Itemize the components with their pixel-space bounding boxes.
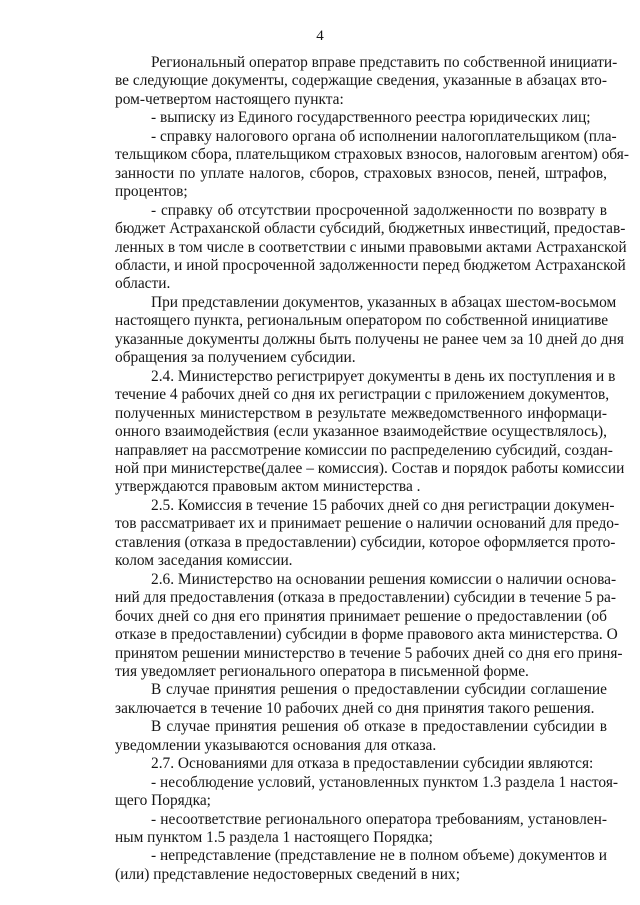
text-line: отказе в предоставлении) субсидии в форме правового акта министерства. О: [115, 626, 618, 644]
text-line: настоящего пункта, региональным оператором по собственной инициативе: [115, 312, 609, 330]
text-line: ром-четвертом настоящего пункта:: [115, 90, 344, 108]
text-line: Региональный оператор вправе представить по собственной инициати-: [151, 54, 618, 71]
text-line: 2.5. Комиссия в течение 15 рабочих дней со дня регистрации докумен-: [151, 496, 615, 514]
text-line: онного взаимодействия (если указанное взаимодействие осуществлялось),: [115, 423, 607, 441]
text-line: бочих дней со дня его принятия принимает решение о предоставлении (об: [115, 607, 607, 625]
text-line: - непредставление (представление не в полном объеме) документов и: [151, 847, 607, 865]
text-line: ставления (отказа в предоставлении) субсидии, которое оформляется прото-: [115, 533, 616, 551]
text-line: В случае принятия решения об отказе в предоставлении субсидии в: [151, 718, 607, 736]
text-line: 2.6. Министерство на основании решения комиссии о наличии основа-: [151, 570, 617, 588]
text-line: - несоответствие регионального оператора требованиям, установлен-: [151, 810, 607, 828]
text-line: области.: [115, 275, 171, 293]
text-line: заключается в течение 10 рабочих дней со дня принятия такого решения.: [115, 699, 595, 717]
text-line: уведомлении указываются основания для отказа.: [115, 736, 437, 754]
text-line: ний для предоставления (отказа в предоставлении) субсидии в течение 5 ра-: [115, 589, 616, 607]
text-line: 2.7. Основаниями для отказа в предоставлении субсидии являются:: [151, 755, 594, 773]
text-line: тов рассматривает их и принимает решение о наличии оснований для предо-: [115, 515, 620, 533]
text-line: течение 4 рабочих дней со дня их регистрации с приложением документов,: [115, 386, 610, 404]
text-line: бюджет Астраханской области субсидий, бюджетных инвестиций, предостав-: [115, 220, 626, 238]
text-line: - справку налогового органа об исполнении налогоплательщиком (пла-: [151, 127, 617, 145]
text-line: тия уведомляет регионального оператора в письменной форме.: [115, 662, 529, 680]
text-line: процентов;: [115, 183, 188, 201]
text-line: обращения за получением субсидии.: [115, 349, 356, 367]
text-line: 2.4. Министерство регистрирует документы в день их поступления и в: [151, 367, 616, 385]
text-line: тельщиком сбора, плательщиком страховых взносов, налоговым агентом) обя-: [115, 146, 629, 164]
text-line: утверждаются правовым актом министерства .: [115, 478, 421, 496]
text-line: области, и иной просроченной задолженности перед бюджетом Астраханской: [115, 256, 626, 274]
text-line: полученных министерством в результате межведомственного информаци-: [115, 404, 607, 422]
text-line: занности по уплате налогов, сборов, страховых взносов, пеней, штрафов,: [115, 164, 607, 182]
text-line: ве следующие документы, содержащие сведения, указанные в абзацах вто-: [115, 72, 607, 90]
text-line: указанные документы должны быть получены не ранее чем за 10 дней до дня: [115, 330, 624, 348]
text-line: направляет на рассмотрение комиссии по распределению субсидий, создан-: [115, 441, 613, 459]
page-number: 4: [316, 28, 324, 44]
text-line: колом заседания комиссии.: [115, 552, 293, 570]
text-line: При представлении документов, указанных в абзацах шестом-восьмом: [151, 293, 617, 311]
document-body: [115, 54, 629, 884]
text-line: ной при министерстве(далее – комиссия). Состав и порядок работы комиссии: [115, 459, 625, 477]
text-line: ленных в том числе в соответствии с иными правовыми актами Астраханской: [115, 238, 627, 256]
text-line: - несоблюдение условий, установленных пунктом 1.3 раздела 1 настоя-: [151, 773, 619, 791]
text-line: В случае принятия решения о предоставлении субсидии соглашение: [151, 681, 607, 699]
text-line: щего Порядка;: [115, 792, 211, 810]
text-line: - справку об отсутствии просроченной задолженности по возврату в: [151, 201, 607, 219]
text-line: - выписку из Единого государственного реестра юридических лиц;: [151, 109, 591, 127]
text-line: ным пунктом 1.5 раздела 1 настоящего Порядка;: [115, 829, 433, 847]
text-line: (или) представление недостоверных сведений в них;: [115, 865, 461, 883]
text-line: принятом решении министерство в течение 5 рабочих дней со дня его приня-: [115, 644, 623, 662]
